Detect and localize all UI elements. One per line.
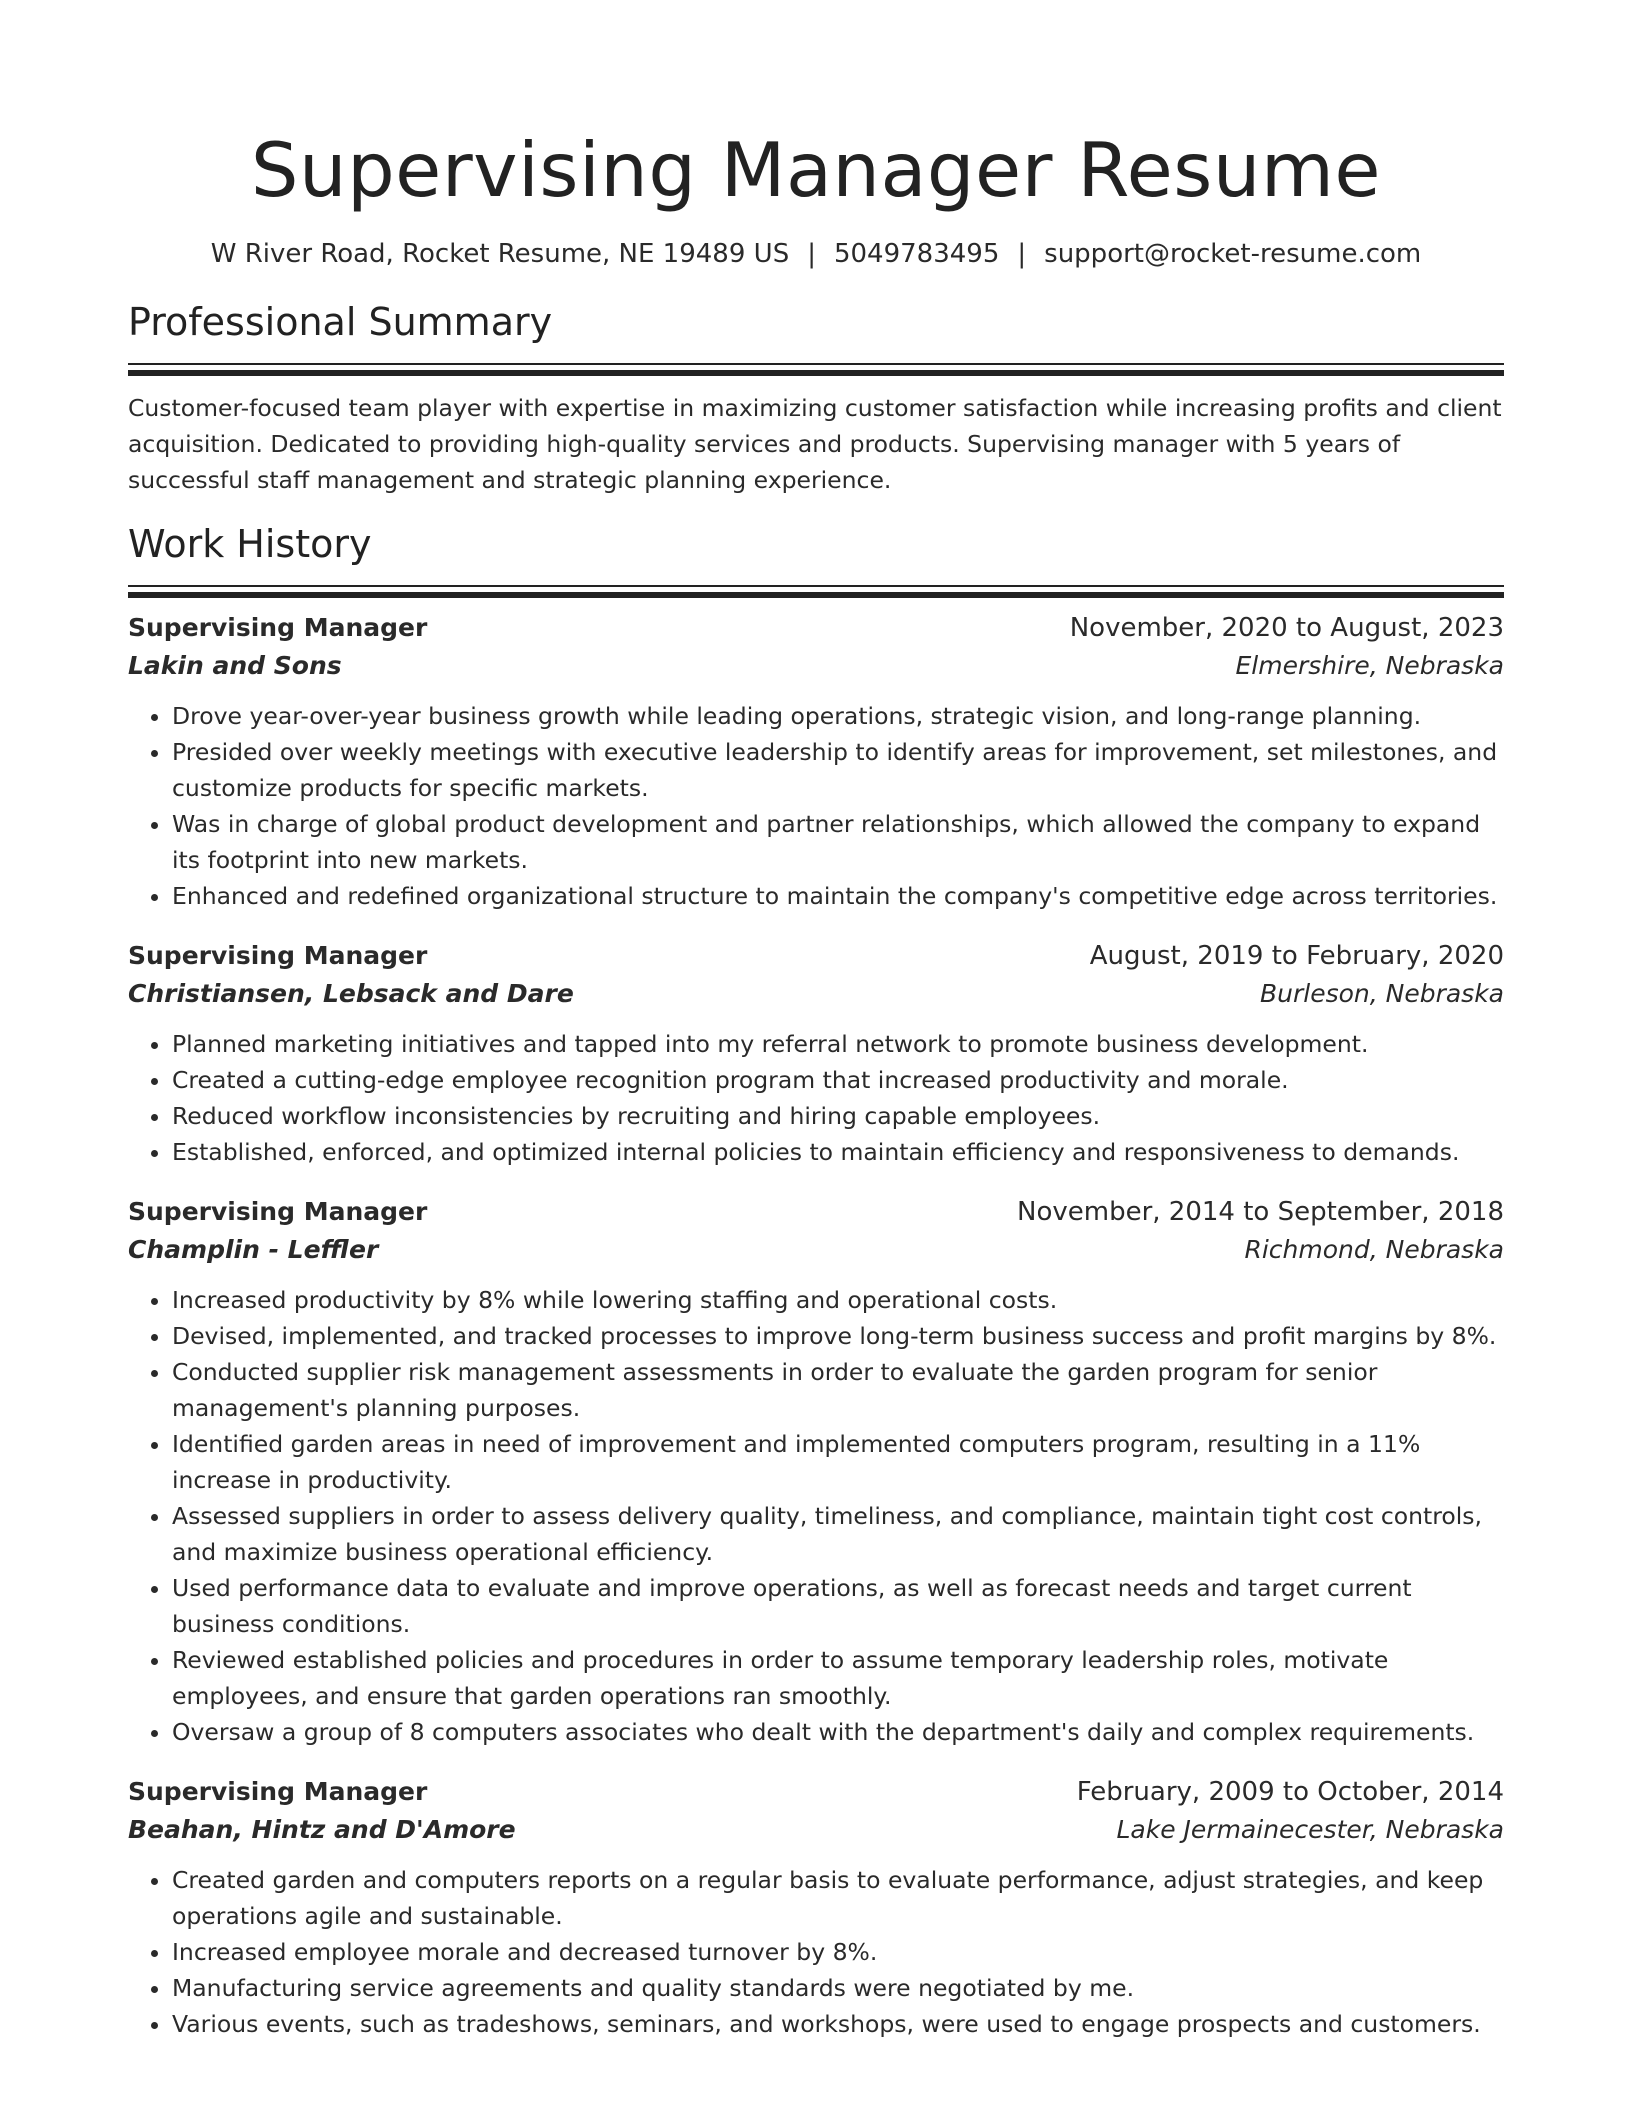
job-location: Richmond, Nebraska (1244, 1234, 1504, 1264)
job-bullet: • Was in charge of global product development and partner relationships, which allowed the company to expand its footprint into new markets. (172, 806, 1504, 878)
job-bullet: • Manufacturing service agreements and quality standards were negotiated by me. (172, 1970, 1504, 2006)
contact-phone: 5049783495 (833, 239, 1000, 269)
job-location: Lake Jermainecester, Nebraska (1116, 1814, 1504, 1844)
section-divider (128, 363, 1504, 365)
contact-line (128, 236, 1504, 272)
job-bullet: • Assessed suppliers in order to assess delivery quality, timeliness, and compliance, maintain tight cost controls, and maximize business operational efficiency. (172, 1498, 1504, 1570)
job-bullet: • Created garden and computers reports on a regular basis to evaluate performance, adjust strategies, and keep operations agile and sustainable. (172, 1862, 1504, 1934)
job-header-row (128, 1194, 1504, 1230)
job-entry (128, 1194, 1504, 1750)
job-dates: November, 2020 to August, 2023 (1069, 612, 1504, 643)
section-divider-thick (128, 370, 1504, 376)
job-company-row (128, 1232, 1504, 1268)
job-company: Beahan, Hintz and D'Amore (128, 1814, 516, 1844)
job-bullet: • Created a cutting-edge employee recognition program that increased productivity and morale. (172, 1062, 1504, 1098)
job-bullet: • Increased employee morale and decreased turnover by 8%. (172, 1934, 1504, 1970)
job-bullets (128, 1282, 1504, 1750)
summary-heading: Professional Summary (128, 300, 553, 344)
contact-separator: | (1017, 239, 1027, 269)
job-title: Supervising Manager (128, 612, 428, 642)
job-entry (128, 1774, 1504, 2042)
job-location: Burleson, Nebraska (1259, 978, 1504, 1008)
job-entry (128, 938, 1504, 1170)
job-company: Lakin and Sons (128, 650, 342, 680)
job-bullet: • Various events, such as tradeshows, seminars, and workshops, were used to engage prospects and customers. (172, 2006, 1504, 2042)
summary-section (128, 298, 1504, 498)
job-bullet: • Established, enforced, and optimized internal policies to maintain efficiency and responsiveness to demands. (172, 1134, 1504, 1170)
job-header-row (128, 610, 1504, 646)
page-title: Supervising Manager Resume (250, 126, 1382, 214)
job-header-row (128, 1774, 1504, 1810)
job-dates: August, 2019 to February, 2020 (1089, 940, 1504, 971)
job-company-row (128, 1812, 1504, 1848)
job-dates: November, 2014 to September, 2018 (1017, 1196, 1504, 1227)
contact-address: W River Road, Rocket Resume, NE 19489 US (210, 239, 790, 269)
job-bullet: • Oversaw a group of 8 computers associates who dealt with the department's daily and complex requirements. (172, 1714, 1504, 1750)
job-bullets (128, 698, 1504, 914)
job-bullet: • Identified garden areas in need of improvement and implemented computers program, resulting in a 11% increase in productivity. (172, 1426, 1504, 1498)
job-title: Supervising Manager (128, 1196, 428, 1226)
job-bullet: • Planned marketing initiatives and tapped into my referral network to promote business development. (172, 1026, 1504, 1062)
resume-page (128, 0, 1504, 2042)
job-header-row (128, 938, 1504, 974)
contact-email: support@rocket-resume.com (1044, 239, 1422, 269)
section-divider (128, 585, 1504, 587)
job-company-row (128, 976, 1504, 1012)
job-bullet: • Reviewed established policies and procedures in order to assume temporary leadership roles, motivate employees, and ensure that garden operations ran smoothly. (172, 1642, 1504, 1714)
job-bullet: • Conducted supplier risk management assessments in order to evaluate the garden program for senior management's planning purposes. (172, 1354, 1504, 1426)
job-bullet: • Increased productivity by 8% while lowering staffing and operational costs. (172, 1282, 1504, 1318)
summary-text: Customer-focused team player with expertise in maximizing customer satisfaction while increasing profits and client acquisition. Dedicated to providing high-quality services and products. Supervising manager with 5 years of successful staff management and strategic planning experience. (128, 394, 1502, 494)
work-history-section (128, 520, 1504, 2042)
work-history-heading: Work History (128, 521, 372, 566)
job-bullet: • Devised, implemented, and tracked processes to improve long-term business success and profit margins by 8%. (172, 1318, 1504, 1354)
job-bullet: • Reduced workflow inconsistencies by recruiting and hiring capable employees. (172, 1098, 1504, 1134)
job-dates: February, 2009 to October, 2014 (1076, 1776, 1504, 1807)
job-bullet: • Drove year-over-year business growth while leading operations, strategic vision, and long-range planning. (172, 698, 1504, 734)
job-company: Christiansen, Lebsack and Dare (128, 978, 574, 1008)
job-bullet: • Presided over weekly meetings with executive leadership to identify areas for improvement, set milestones, and customize products for specific markets. (172, 734, 1504, 806)
job-bullets (128, 1862, 1504, 2042)
job-company-row (128, 648, 1504, 684)
job-list (128, 610, 1504, 2042)
contact-separator: | (807, 239, 816, 269)
job-entry (128, 610, 1504, 914)
job-title: Supervising Manager (128, 940, 428, 970)
job-company: Champlin - Leffler (128, 1234, 379, 1264)
section-divider-thick (128, 592, 1504, 598)
job-title: Supervising Manager (128, 1776, 428, 1806)
job-bullet: • Enhanced and redefined organizational structure to maintain the company's competitive edge across territories. (172, 878, 1504, 914)
job-location: Elmershire, Nebraska (1235, 650, 1504, 680)
job-bullets (128, 1026, 1504, 1170)
job-bullet: • Used performance data to evaluate and improve operations, as well as forecast needs and target current business conditions. (172, 1570, 1504, 1642)
